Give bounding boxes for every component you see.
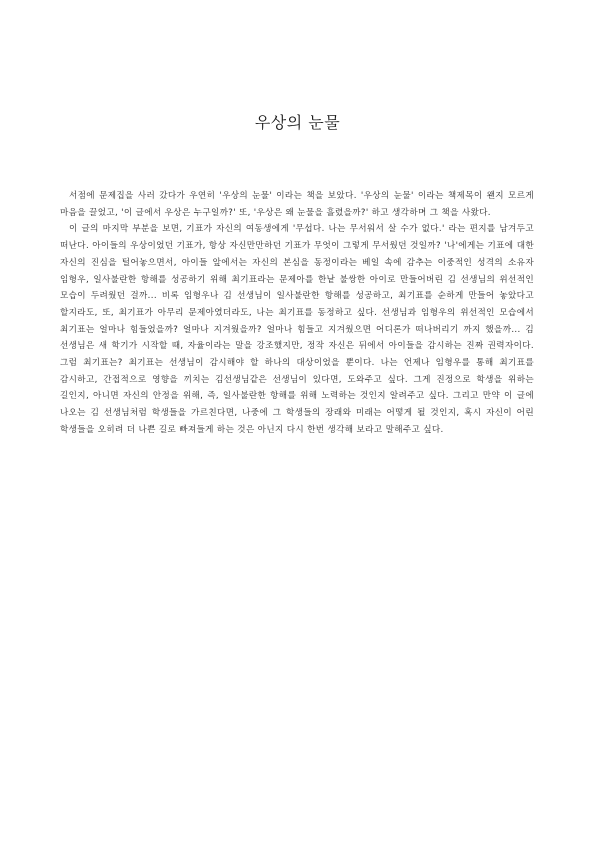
document-title: 우상의 눈물 bbox=[254, 113, 341, 132]
paragraph-intro: 서점에 문제집을 사러 갔다가 우연히 '우상의 눈물' 이라는 책을 보았다. '우상의 눈물' 이라는 책제목이 왠지 모르게 마음을 끌었고, '이 글에서 우상은 누구일까?' 또, '우상은 왜 눈물을 흘렸을까?' 하고 생각하며 그 책을 사왔다. bbox=[60, 191, 534, 218]
paragraph-main: 이 글의 마지막 부분을 보면, 기표가 자신의 여동생에게 '무섭다. 나는 무서워서 살 수가 없다.' 라는 편지를 남겨두고 떠난다. 아이들의 우상이었던 기표가, 항상 자신만만하던 기표가 무엇이 그렇게 무서웠던 것일까? '나'에게는 기표에 대한 자신의 진심을 털어놓으면서, 아이들 앞에서는 자신의 본심을 동정이라는 베일 속에 감추는 이중적인 성격의 소유자 임형우, 일사불란한 항해를 성공하기 위해 최기표라는 문제아를 한낱 불쌍한 아이로 만들어버린 김 선생님의 위선적인 모습이 두려웠던 걸까... 비록 임형우나 김 선생님이 일사불란한 항해를 성공하고, 최기표를 순하게 만들어 놓았다고 할지라도, 또, 최기표가 아무리 문제아였더라도, 나는 최기표를 동정하고 싶다. 선생님과 임형우의 위선적인 모습에서 최기표는 얼마나 힘들었을까? 얼마나 지겨웠을까? 얼마나 힘들고 지겨웠으면 어디론가 떠나버리기 까지 했을까... 김 선생님은 새 학기가 시작할 때, 자율이라는 말을 강조했지만, 정작 자신은 뒤에서 아이들을 감시하는 진짜 권력자이다. 그럼 최기표는? 최기표는 선생님이 감시해야 할 하나의 대상이었을 뿐이다. 나는 언제나 임형우를 통해 최기표를 감시하고, 간접적으로 영향을 끼치는 김선생님같은 선생님이 있다면, 도와주고 싶다. 그게 진정으로 학생을 위하는 길인지, 아니면 자신의 안정을 위해, 즉, 일사불란한 항해를 위해 노력하는 것인지 알려주고 싶다. 그리고 만약 이 글에 나오는 김 선생님처럼 학생들을 가르친다면, 나중에 그 학생들의 장래와 미래는 어떻게 될 것인지, 혹시 자신이 어린 학생들을 오히려 더 나쁜 길로 빠져들게 하는 것은 아닌지 다시 한번 생각해 보라고 말해주고 싶다. bbox=[60, 224, 534, 435]
document-body bbox=[60, 188, 534, 439]
